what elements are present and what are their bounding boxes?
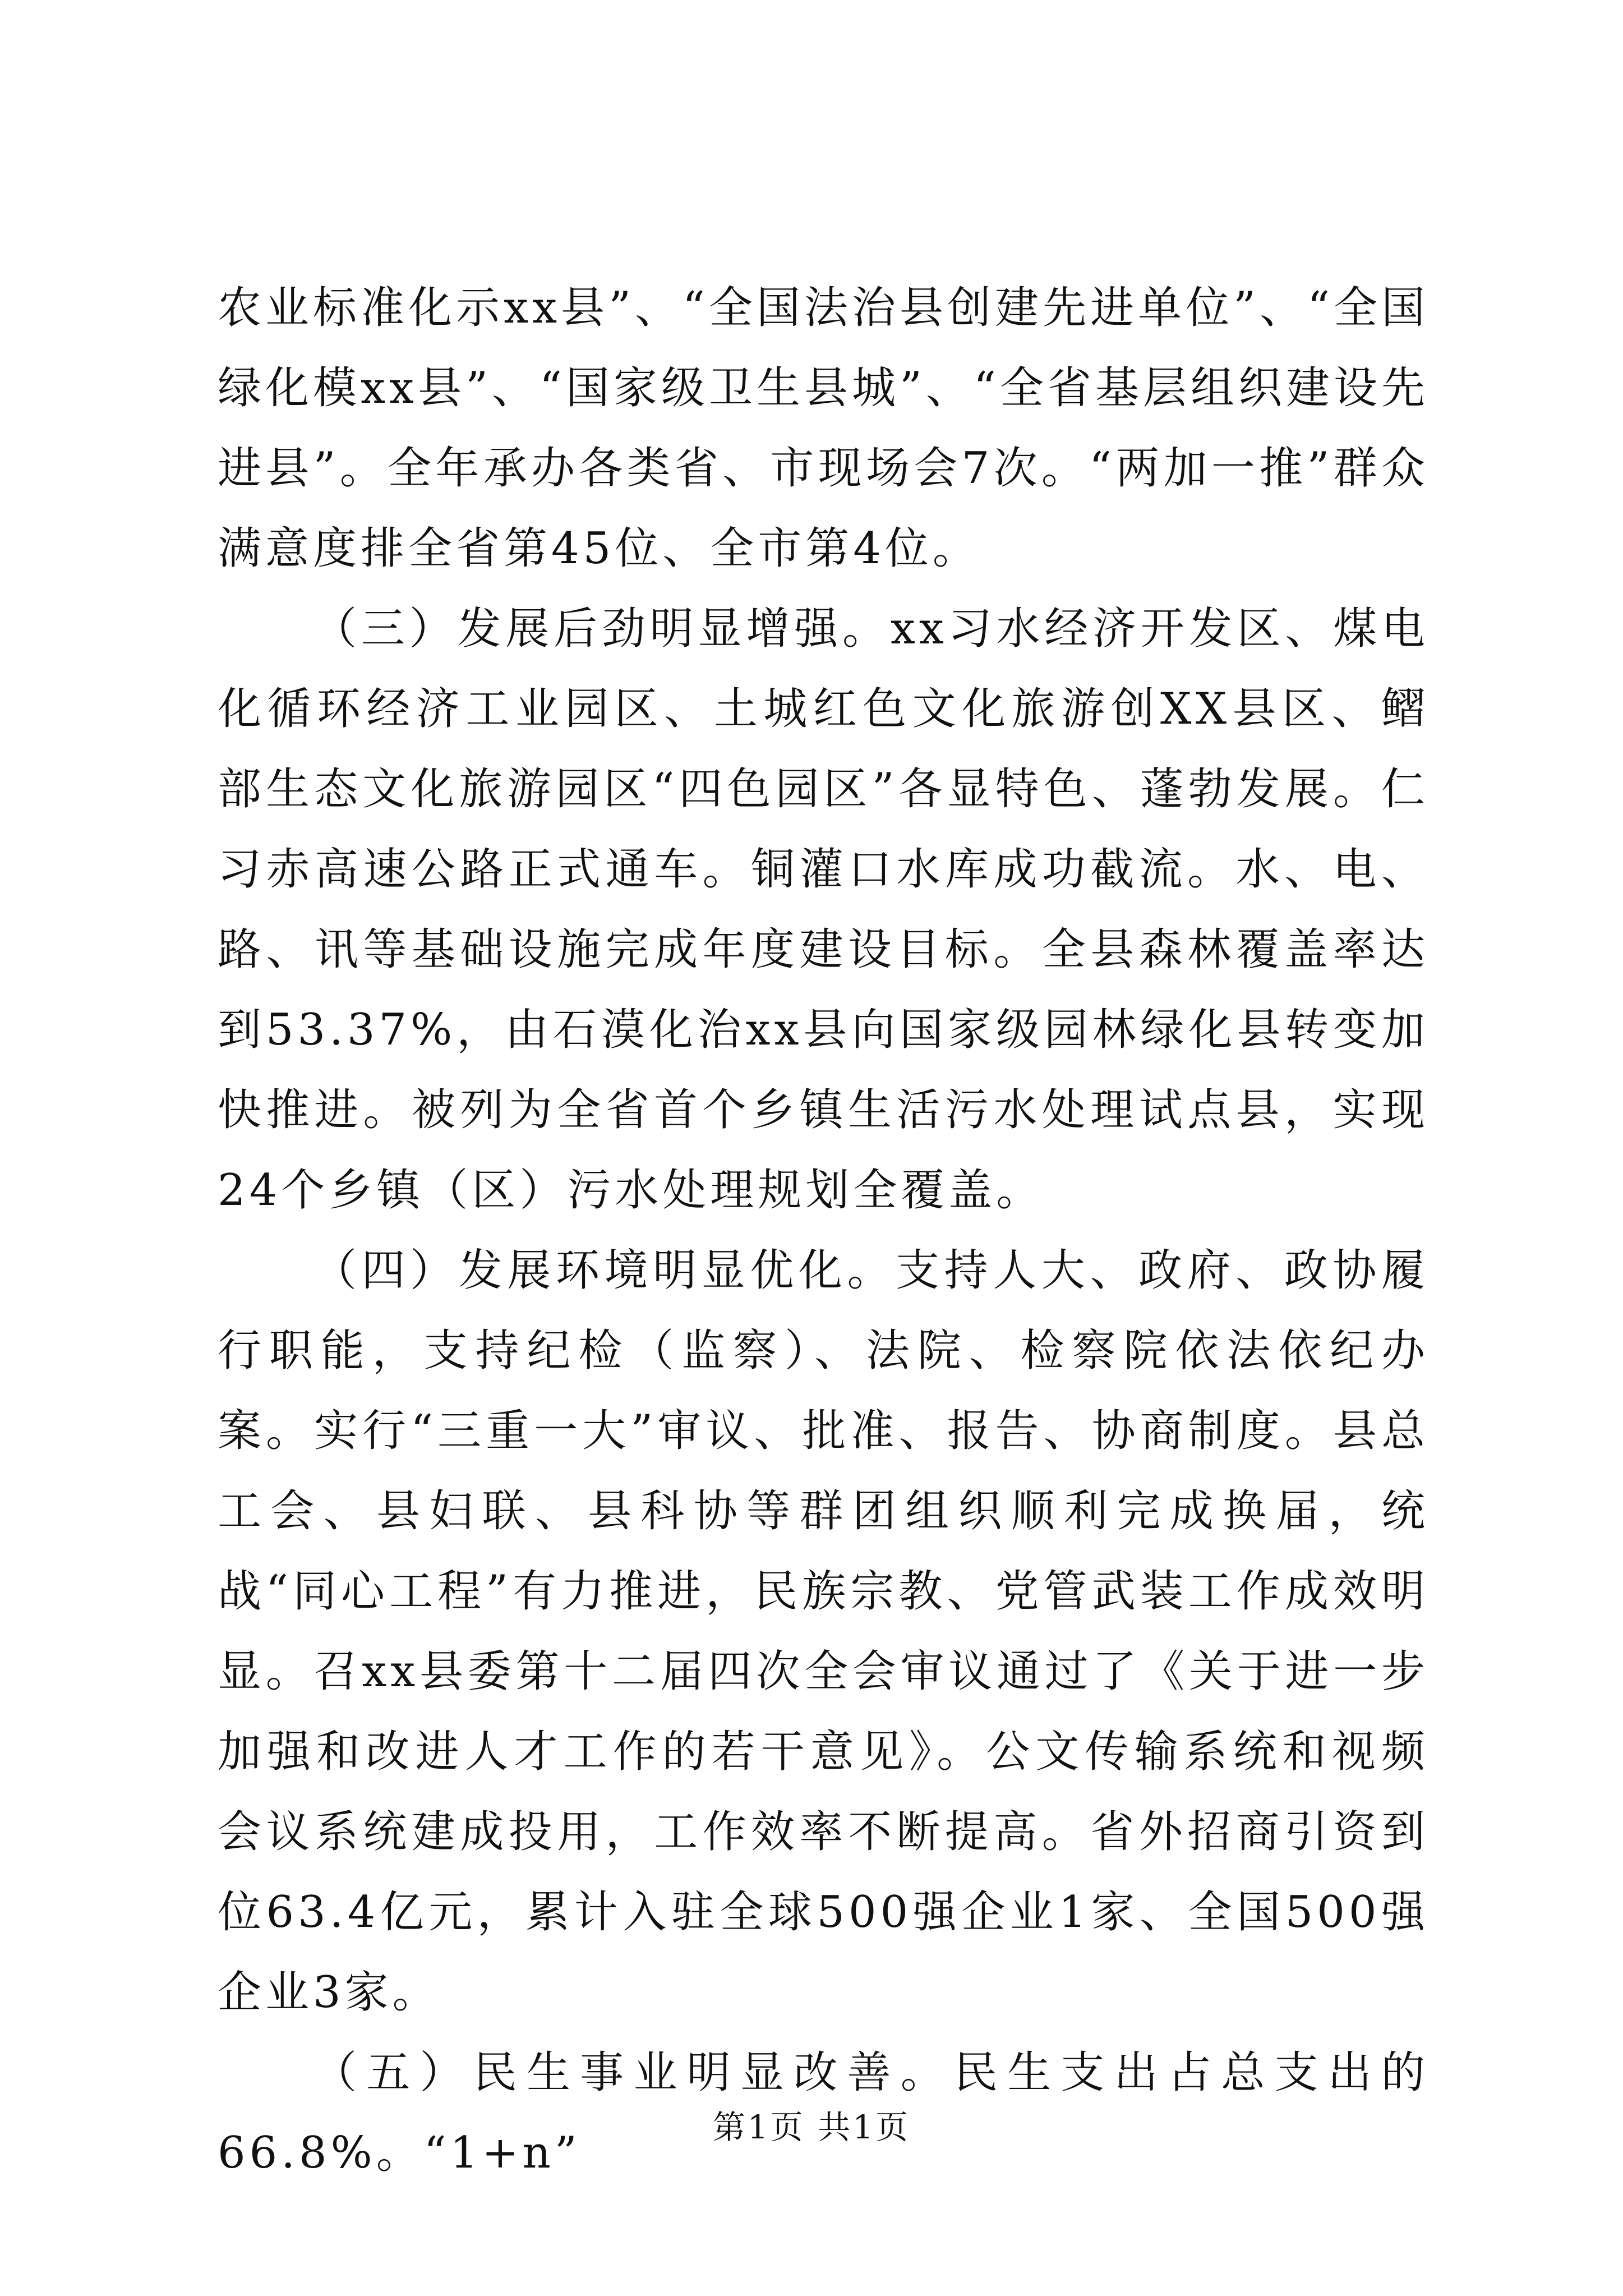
paragraph-3: （四）发展环境明显优化。支持人大、政府、政协履行职能，支持纪检（监察）、法院、检察院依法依纪办案。实行“三重一大”审议、批准、报告、协商制度。县总工会、县妇联、县科协等群团组织顺利完成换届，统战“同心工程”有力推进，民族宗教、党管武装工作成效明显。召xx县委第十二届四次全会审议通过了《关于进一步加强和改进人才工作的若干意见》。公文传输系统和视频会议系统建成投用，工作效率不断提高。省外招商引资到位63.4亿元，累计入驻全球500强企业1家、全国500强企业3家。 [218, 1245, 1429, 2018]
page-number-footer: 第1页 共1页 [712, 2108, 911, 2146]
paragraph-1: 农业标准化示xx县”、“全国法治县创建先进单位”、“全国绿化模xx县”、“国家级卫生县城”、“全省基层组织建设先进县”。全年承办各类省、市现场会7次。“两加一推”群众满意度排全省第45位、全市第4位。 [218, 283, 1429, 574]
paragraph-2: （三）发展后劲明显增强。xx习水经济开发区、煤电化循环经济工业园区、土城红色文化旅游创XX县区、鳛部生态文化旅游园区“四色园区”各显特色、蓬勃发展。仁习赤高速公路正式通车。铜灌口水库成功截流。水、电、路、讯等基础设施完成年度建设目标。全县森林覆盖率达到53.37%，由石漠化治xx县向国家级园林绿化县转变加快推进。被列为全省首个乡镇生活污水处理试点县，实现24个乡镇（区）污水处理规划全覆盖。 [218, 604, 1429, 1216]
paragraph-4: （五）民生事业明显改善。民生支出占总支出的66.8%。“1+n” [218, 2047, 1429, 2178]
document-body [218, 268, 1429, 2193]
